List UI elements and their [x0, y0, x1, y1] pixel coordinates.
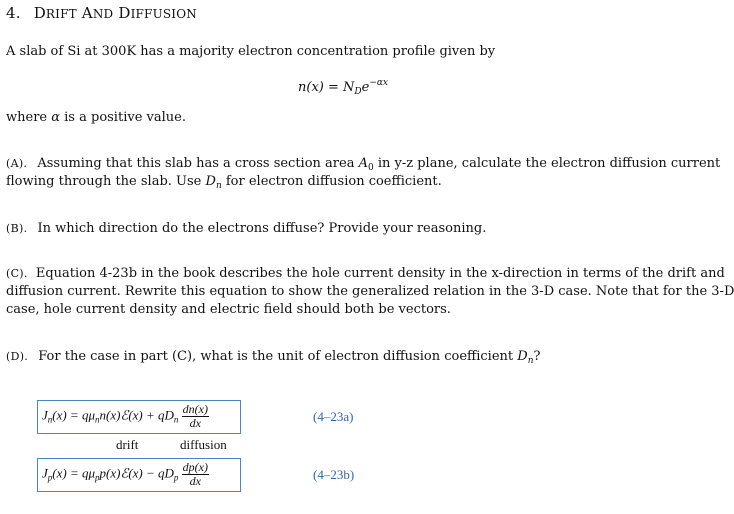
part-a-sub2: n	[215, 181, 222, 191]
eq-b-rest: p(x)ℰ(x) − qD	[99, 465, 174, 481]
part-c-tag: (C).	[6, 267, 28, 280]
part-a-text1: Assuming that this slab has a cross section area	[37, 156, 359, 171]
part-d-text: For the case in part (C), what is the unit of electron diffusion coefficient	[38, 349, 518, 364]
part-a-text3: flowing through the slab. Use	[6, 174, 206, 189]
part-d	[6, 348, 540, 370]
intro-equation	[298, 74, 388, 101]
eq-sub: D	[354, 87, 362, 97]
eq-b-frac-den: dx	[189, 474, 201, 488]
eq-lhs: n(x) = N	[298, 80, 355, 95]
eq-b-frac-num: dp(x)	[182, 460, 208, 474]
eq-b-fraction	[182, 461, 209, 488]
eq-b-mu-sub: p	[95, 472, 100, 483]
part-a-var2: D	[205, 174, 216, 189]
part-a-tag: (A).	[6, 157, 28, 170]
equation-a-number: (4–23a)	[313, 409, 354, 424]
eq-exp: −αx	[369, 78, 389, 88]
equation-a	[42, 403, 209, 430]
eq-base: e	[361, 80, 370, 95]
eq-b-lhs: J	[42, 465, 48, 481]
part-b-tag: (B).	[6, 222, 28, 235]
part-a-line2	[6, 173, 442, 195]
part-a-var: A	[358, 156, 368, 171]
section-title: DRIFT AND DIFFUSION	[33, 4, 197, 22]
eq-b-body: (x) = qμ	[52, 465, 96, 481]
part-c-text1: Equation 4-23b in the book describes the hole current density in the x-direction in terms of the drift and	[35, 266, 725, 281]
intro-text: A slab of Si at 300K has a majority electron concentration profile given by	[6, 44, 496, 59]
part-a-text4: for electron diffusion coefficient.	[221, 174, 442, 189]
diffusion-label: diffusion	[180, 437, 227, 452]
eq-a-mu-sub: n	[95, 414, 100, 425]
where-line	[6, 109, 186, 127]
part-d-tag: (D).	[6, 350, 29, 363]
part-c-line3: case, hole current density and electric field should both be vectors.	[6, 302, 451, 317]
eq-b-lhs-sub: p	[47, 472, 53, 483]
part-d-var: D	[517, 349, 528, 364]
eq-a-body: (x) = qμ	[52, 407, 96, 423]
part-c-line1	[6, 265, 725, 283]
part-a-sub: 0	[367, 163, 374, 173]
equation-b-number: (4–23b)	[313, 467, 355, 482]
part-c-line2: diffusion current. Rewrite this equation to show the generalized relation in the 3-D case. Note that for the 3-D	[6, 284, 734, 299]
part-a-text2: in y-z plane, calculate the electron diffusion current	[373, 156, 721, 171]
section-heading	[6, 4, 197, 22]
where-prefix: where	[6, 110, 52, 125]
eq-b-d-sub: p	[173, 472, 179, 483]
part-d-sub: n	[527, 356, 534, 366]
eq-a-frac-den: dx	[189, 416, 201, 430]
part-b-text: In which direction do the electrons diffuse? Provide your reasoning.	[37, 221, 487, 236]
equation-b	[42, 461, 209, 488]
eq-a-fraction	[182, 403, 209, 430]
where-suffix: is a positive value.	[60, 110, 186, 125]
section-number: 4.	[6, 4, 21, 22]
eq-a-lhs: J	[42, 407, 48, 423]
part-d-end: ?	[533, 349, 541, 364]
part-b	[6, 220, 486, 238]
eq-a-frac-num: dn(x)	[182, 402, 208, 416]
eq-a-rest: n(x)ℰ(x) + qD	[99, 407, 174, 423]
eq-a-lhs-sub: n	[47, 414, 53, 425]
eq-a-d-sub: n	[173, 414, 179, 425]
drift-label: drift	[116, 437, 139, 452]
where-var: α	[51, 110, 61, 125]
